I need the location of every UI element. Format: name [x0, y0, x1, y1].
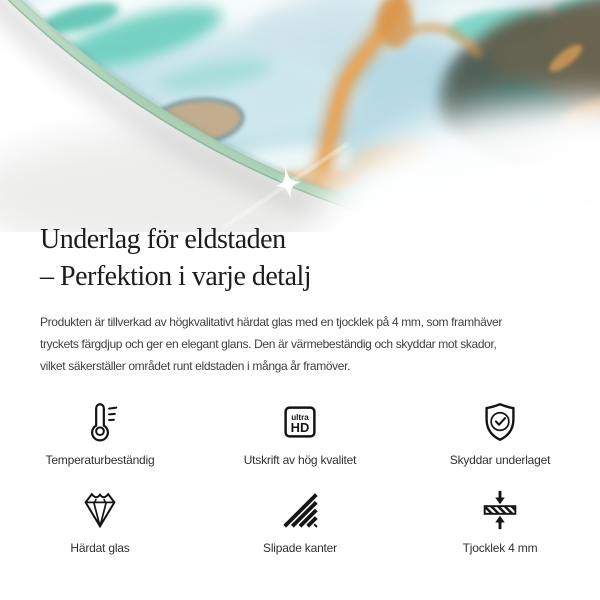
thickness-icon [477, 484, 523, 536]
feature-thickness [405, 484, 595, 556]
page-title [40, 221, 311, 295]
thermometer-icon [77, 396, 123, 448]
polished-edges-icon [277, 484, 323, 536]
feature-label: Härdat glas [70, 541, 130, 555]
feature-label: Skyddar underlaget [449, 453, 551, 467]
description-line: Produkten är tillverkad av högkvalitativt härdat glas med en tjocklek på 4 mm, som framhäver [40, 315, 503, 329]
feature-label: Slipade kanter [263, 541, 337, 555]
feature-temperature [5, 396, 195, 468]
description-line: tryckets färgdjup och ger en elegant glans. Den är värmebeständig och skyddar mot skador, [40, 337, 497, 351]
feature-grid [0, 396, 600, 556]
feature-polished-edges [205, 484, 395, 556]
shield-check-icon [477, 396, 523, 448]
diamond-icon [77, 484, 123, 536]
ultra-hd-icon [277, 396, 323, 448]
product-description [40, 311, 502, 377]
svg-text:ultra: ultra [291, 413, 309, 423]
feature-label: Temperaturbeständig [45, 453, 155, 467]
feature-label: Utskrift av hög kvalitet [243, 453, 357, 467]
feature-print-quality [205, 396, 395, 468]
page-title-line1: Underlag för eldstaden [40, 224, 286, 255]
svg-text:HD: HD [290, 420, 310, 436]
glass-panel-image [0, 0, 600, 232]
feature-label: Tjocklek 4 mm [462, 541, 538, 555]
product-photo [0, 0, 600, 232]
page-title-line2: – Perfektion i varje detalj [40, 261, 312, 292]
feature-protects-surface [405, 396, 595, 468]
feature-tempered-glass [5, 484, 195, 556]
description-line: vilket säkerställer området runt eldstaden i många år framöver. [40, 359, 351, 373]
